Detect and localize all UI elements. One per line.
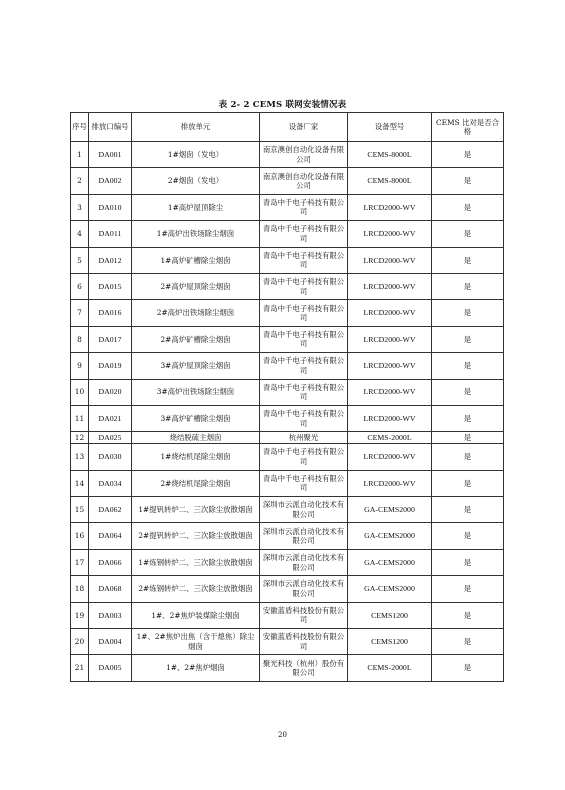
table-row [71, 194, 504, 220]
table-row [71, 247, 504, 273]
cell-qualified: 是 [432, 247, 504, 273]
cell-unit: 2#高炉出铁场除尘烟囱 [132, 300, 260, 326]
cell-vendor: 安徽蓝盾科技股份有限公司 [260, 602, 348, 628]
table-row [71, 549, 504, 575]
cell-model: LRCD2000-WV [348, 300, 432, 326]
table-row [71, 221, 504, 247]
cell-no: 20 [71, 629, 89, 655]
cell-vendor: 青岛中千电子科技有限公司 [260, 247, 348, 273]
cell-unit: 1#炼钢转炉二、三次除尘放散烟囱 [132, 549, 260, 575]
cell-unit: 2#提钒转炉二、三次除尘放散烟囱 [132, 523, 260, 549]
cell-outlet-code: DA005 [89, 655, 132, 681]
cell-qualified: 是 [432, 326, 504, 352]
cell-unit: 3#高炉出铁场除尘烟囱 [132, 379, 260, 405]
cell-model: LRCD2000-WV [348, 221, 432, 247]
cell-no: 6 [71, 273, 89, 299]
cell-outlet-code: DA004 [89, 629, 132, 655]
cell-outlet-code: DA015 [89, 273, 132, 299]
table-row [71, 142, 504, 168]
cell-no: 9 [71, 353, 89, 379]
cell-unit: 1#烧结机尾除尘烟囱 [132, 444, 260, 470]
table-row [71, 353, 504, 379]
cell-unit: 2#烧结机尾除尘烟囱 [132, 470, 260, 496]
table-row [71, 629, 504, 655]
cell-vendor: 青岛中千电子科技有限公司 [260, 300, 348, 326]
cell-unit: 烧结脱硫主烟囱 [132, 432, 260, 444]
cell-vendor: 深圳市云派自动化技术有限公司 [260, 523, 348, 549]
cell-no: 17 [71, 549, 89, 575]
cell-no: 7 [71, 300, 89, 326]
cell-qualified: 是 [432, 405, 504, 431]
cell-model: LRCD2000-WV [348, 326, 432, 352]
table-row [71, 470, 504, 496]
cell-unit: 1#高炉屋顶除尘 [132, 194, 260, 220]
cell-vendor: 青岛中千电子科技有限公司 [260, 221, 348, 247]
cell-unit: 2#炼钢转炉二、三次除尘放散烟囱 [132, 576, 260, 602]
cell-qualified: 是 [432, 221, 504, 247]
cell-outlet-code: DA017 [89, 326, 132, 352]
table-row [71, 326, 504, 352]
table-row [71, 379, 504, 405]
cell-model: GA-CEMS2000 [348, 497, 432, 523]
cell-vendor: 青岛中千电子科技有限公司 [260, 379, 348, 405]
cell-no: 5 [71, 247, 89, 273]
table-row [71, 523, 504, 549]
cell-outlet-code: DA020 [89, 379, 132, 405]
cell-no: 12 [71, 432, 89, 444]
cell-no: 10 [71, 379, 89, 405]
cell-model: GA-CEMS2000 [348, 523, 432, 549]
table-row [71, 576, 504, 602]
cell-qualified: 是 [432, 497, 504, 523]
cell-model: CEMS-8000L [348, 142, 432, 168]
cell-qualified: 是 [432, 523, 504, 549]
table-row [71, 168, 504, 194]
cell-qualified: 是 [432, 353, 504, 379]
cell-qualified: 是 [432, 379, 504, 405]
cell-outlet-code: DA066 [89, 549, 132, 575]
cell-qualified: 是 [432, 142, 504, 168]
cell-outlet-code: DA030 [89, 444, 132, 470]
table-caption: 表 2- 2 CEMS 联网安装情况表 [218, 100, 347, 110]
table-row [71, 300, 504, 326]
cell-vendor: 青岛中千电子科技有限公司 [260, 405, 348, 431]
cell-no: 19 [71, 602, 89, 628]
cell-outlet-code: DA012 [89, 247, 132, 273]
header-no: 序号 [71, 113, 89, 142]
cell-qualified: 是 [432, 549, 504, 575]
cell-qualified: 是 [432, 470, 504, 496]
cell-model: GA-CEMS2000 [348, 576, 432, 602]
cell-model: LRCD2000-WV [348, 353, 432, 379]
cell-outlet-code: DA034 [89, 470, 132, 496]
table-header-row [71, 113, 504, 142]
cems-installation-table [70, 112, 504, 682]
table-row [71, 497, 504, 523]
cell-vendor: 南京澳创自动化设备有限公司 [260, 168, 348, 194]
cell-no: 2 [71, 168, 89, 194]
cell-vendor: 深圳市云派自动化技术有限公司 [260, 549, 348, 575]
cell-model: LRCD2000-WV [348, 379, 432, 405]
cell-no: 15 [71, 497, 89, 523]
header-model: 设备型号 [348, 113, 432, 142]
cell-qualified: 是 [432, 655, 504, 681]
page-number: 20 [278, 731, 287, 739]
cell-outlet-code: DA025 [89, 432, 132, 444]
cell-model: CEMS1200 [348, 602, 432, 628]
cell-vendor: 青岛中千电子科技有限公司 [260, 470, 348, 496]
cell-outlet-code: DA002 [89, 168, 132, 194]
table-row [71, 655, 504, 681]
cell-unit: 1#高炉矿槽除尘烟囱 [132, 247, 260, 273]
cell-outlet-code: DA010 [89, 194, 132, 220]
cell-outlet-code: DA011 [89, 221, 132, 247]
cell-no: 16 [71, 523, 89, 549]
cell-vendor: 安徽蓝盾科技股份有限公司 [260, 629, 348, 655]
cell-unit: 2#高炉矿槽除尘烟囱 [132, 326, 260, 352]
cell-qualified: 是 [432, 194, 504, 220]
cell-no: 1 [71, 142, 89, 168]
cell-no: 3 [71, 194, 89, 220]
cell-no: 18 [71, 576, 89, 602]
cell-qualified: 是 [432, 576, 504, 602]
cell-outlet-code: DA021 [89, 405, 132, 431]
cell-unit: 1#、2#焦炉烟囱 [132, 655, 260, 681]
cell-qualified: 是 [432, 273, 504, 299]
header-qualified: CEMS 比对是否合格 [432, 113, 504, 142]
header-unit: 排放单元 [132, 113, 260, 142]
cell-unit: 3#高炉屋顶除尘烟囱 [132, 353, 260, 379]
cell-qualified: 是 [432, 168, 504, 194]
cell-no: 21 [71, 655, 89, 681]
cell-vendor: 青岛中千电子科技有限公司 [260, 326, 348, 352]
cell-qualified: 是 [432, 300, 504, 326]
table-row [71, 405, 504, 431]
cell-no: 4 [71, 221, 89, 247]
header-vendor: 设备厂家 [260, 113, 348, 142]
cell-model: CEMS-2000L [348, 432, 432, 444]
cell-unit: 3#高炉矿槽除尘烟囱 [132, 405, 260, 431]
cell-model: CEMS1200 [348, 629, 432, 655]
cell-no: 14 [71, 470, 89, 496]
cell-no: 8 [71, 326, 89, 352]
cell-vendor: 南京澳创自动化设备有限公司 [260, 142, 348, 168]
cell-unit: 2#高炉屋顶除尘烟囱 [132, 273, 260, 299]
cell-model: GA-CEMS2000 [348, 549, 432, 575]
cell-vendor: 青岛中千电子科技有限公司 [260, 273, 348, 299]
cell-outlet-code: DA003 [89, 602, 132, 628]
cell-outlet-code: DA001 [89, 142, 132, 168]
cell-model: CEMS-2000L [348, 655, 432, 681]
cell-vendor: 杭州聚光 [260, 432, 348, 444]
cell-model: LRCD2000-WV [348, 470, 432, 496]
cell-outlet-code: DA062 [89, 497, 132, 523]
header-outlet-code: 排放口编号 [89, 113, 132, 142]
cell-vendor: 聚光科技（杭州）股份有限公司 [260, 655, 348, 681]
cell-unit: 1#高炉出铁场除尘烟囱 [132, 221, 260, 247]
cell-model: LRCD2000-WV [348, 444, 432, 470]
cell-outlet-code: DA068 [89, 576, 132, 602]
cell-unit: 1#烟囱（发电） [132, 142, 260, 168]
cell-model: LRCD2000-WV [348, 194, 432, 220]
cell-outlet-code: DA016 [89, 300, 132, 326]
cell-model: CEMS-8000L [348, 168, 432, 194]
cell-qualified: 是 [432, 444, 504, 470]
cell-model: LRCD2000-WV [348, 247, 432, 273]
cell-qualified: 是 [432, 432, 504, 444]
table-row [71, 444, 504, 470]
cell-model: LRCD2000-WV [348, 273, 432, 299]
cell-vendor: 青岛中千电子科技有限公司 [260, 194, 348, 220]
cell-outlet-code: DA064 [89, 523, 132, 549]
cell-unit: 1#、2#焦炉出焦（含干熄焦）除尘烟囱 [132, 629, 260, 655]
cell-outlet-code: DA019 [89, 353, 132, 379]
cell-no: 11 [71, 405, 89, 431]
cell-vendor: 青岛中千电子科技有限公司 [260, 444, 348, 470]
table-row [71, 602, 504, 628]
cell-unit: 1#提钒转炉二、三次除尘放散烟囱 [132, 497, 260, 523]
table-row [71, 432, 504, 444]
cell-no: 13 [71, 444, 89, 470]
cell-qualified: 是 [432, 602, 504, 628]
cell-unit: 2#烟囱（发电） [132, 168, 260, 194]
cell-vendor: 深圳市云派自动化技术有限公司 [260, 576, 348, 602]
cell-vendor: 深圳市云派自动化技术有限公司 [260, 497, 348, 523]
cell-vendor: 青岛中千电子科技有限公司 [260, 353, 348, 379]
cell-model: LRCD2000-WV [348, 405, 432, 431]
cell-unit: 1#、2#焦炉装煤除尘烟囱 [132, 602, 260, 628]
cell-qualified: 是 [432, 629, 504, 655]
table-row [71, 273, 504, 299]
